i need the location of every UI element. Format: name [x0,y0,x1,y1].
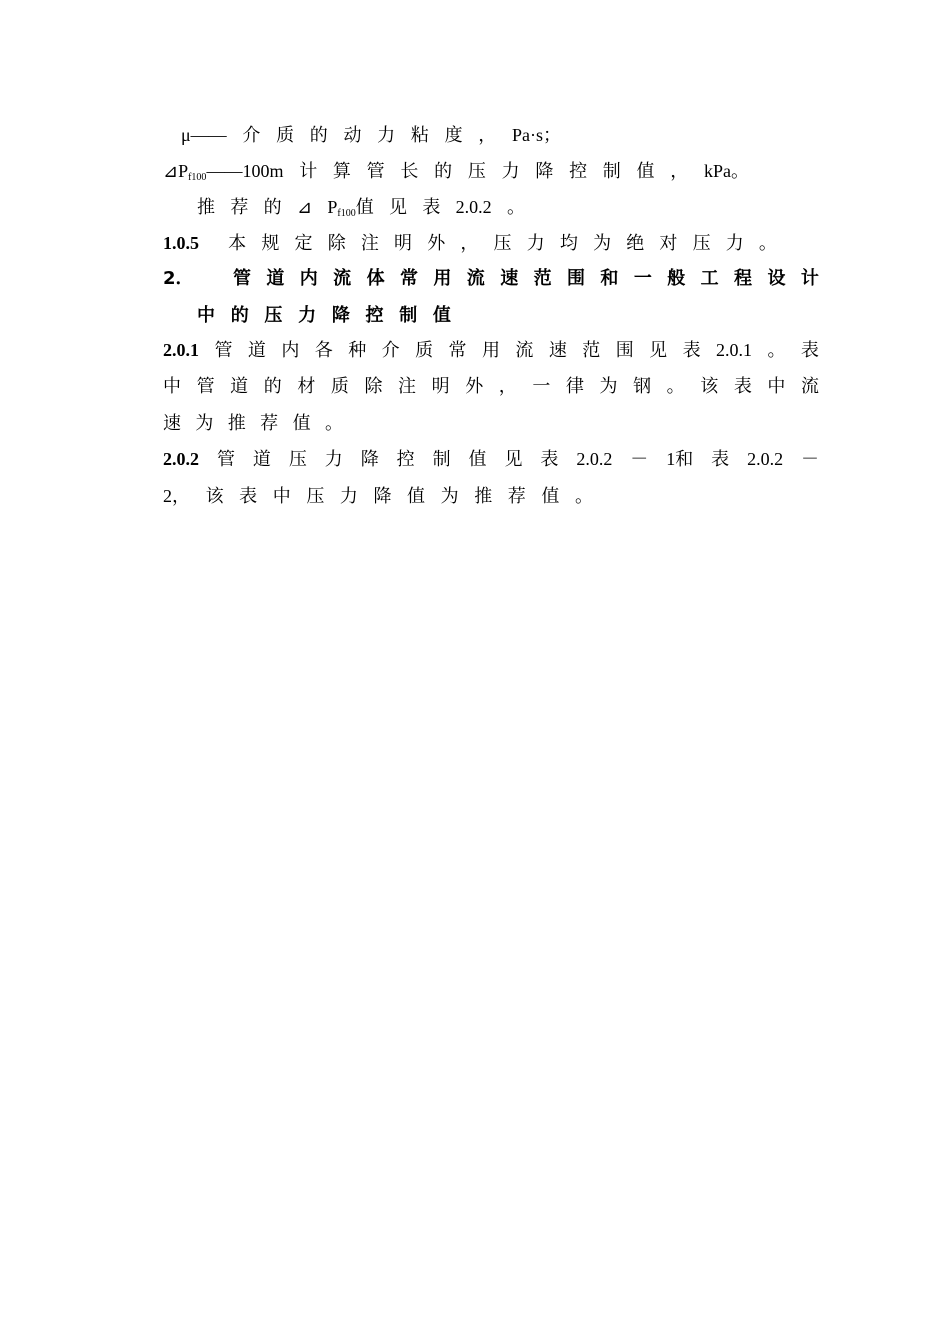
text-char: 。 [574,486,593,507]
text-char: 介 [242,125,261,146]
text-char: 内 [281,340,300,361]
definition-viscosity [181,120,561,150]
text-char: 介 [381,340,400,361]
text-char: 。 [324,413,343,434]
text-char: 速 [500,268,519,289]
text-char: 明 [431,376,450,397]
clause-number: 2.0.1 [163,340,199,360]
text-char: 该 [205,486,224,507]
text-char: 表 [239,486,258,507]
section-number: 2． [163,268,194,289]
text-char: 见 [649,340,668,361]
text-char: 一 [633,268,652,289]
text-char: 见 [389,197,408,218]
clause-2-0-2 [163,444,819,474]
text-char: 流 [466,268,485,289]
text-char: 外 [465,376,484,397]
section-heading [163,264,819,294]
clause-2-0-1-line3 [163,409,343,439]
text-char: 质 [330,376,349,397]
text-char: 长 [400,161,419,182]
text-char: 管 [214,340,233,361]
text-char: 各 [314,340,333,361]
text-char: 降 [360,449,379,470]
text-char: 为 [599,376,618,397]
clause-2-0-2-line2 [163,481,593,511]
text-char: 为 [195,413,214,434]
text-char: 制 [399,305,418,326]
text-char: 钢 [633,376,652,397]
recommended-value-note [197,192,525,222]
text-char: 范 [582,340,601,361]
text-char: 2， [163,486,190,506]
text-char: 道 [252,449,271,470]
text-char: 除 [327,233,346,254]
text-char: 的 [263,197,282,218]
text-char: 动 [343,125,362,146]
text-char: 的 [309,125,328,146]
text-char: 用 [433,268,452,289]
section-heading-cont [197,301,451,331]
text-char: 推 [227,413,246,434]
text-char: 控 [569,161,588,182]
text-char: 范 [533,268,552,289]
text-char: 律 [565,376,584,397]
text-char: 用 [481,340,500,361]
text-char: ， [670,161,689,182]
text-char: 道 [247,340,266,361]
text-char: 本 [228,233,247,254]
text-char: 值 [432,305,451,326]
symbol-mu: μ—— [181,125,227,145]
text-char: 管 [216,449,235,470]
text-char: 值 [292,413,311,434]
text-char: 。 [758,233,777,254]
text-char: 均 [559,233,578,254]
text-char: 推 [474,486,493,507]
text-char: 2.0.2 [576,449,613,469]
text-char: 控 [396,449,415,470]
text-char: 计 [299,161,318,182]
text-char: 内 [299,268,318,289]
text-char: 程 [734,268,753,289]
text-char: 力 [725,233,744,254]
text-char: 管 [232,268,251,289]
text-char: 力 [377,125,396,146]
text-char: 的 [263,376,282,397]
text-char: 种 [348,340,367,361]
text-char: 速 [163,413,181,434]
text-char: 绝 [626,233,645,254]
text-char: 1和 [666,449,694,469]
text-char: 荐 [230,197,249,218]
text-char: 为 [593,233,612,254]
text-char: 值 [407,486,426,507]
text-char: 定 [294,233,313,254]
text-char: 明 [394,233,413,254]
text-char: 计 [800,268,819,289]
clause-number: 2.0.2 [163,449,199,469]
text-char: 降 [373,486,392,507]
unit-label: kPa。 [704,161,749,181]
text-char: 表 [711,449,730,470]
text-char: 。 [767,340,786,361]
symbol-delta: ⊿ [296,197,313,218]
text-char: 表 [540,449,559,470]
text-char: 质 [415,340,434,361]
text-char: 度 [444,125,463,146]
text-char: 常 [448,340,467,361]
text-char: 值 [541,486,560,507]
text-char: 般 [667,268,686,289]
text-char: 。 [666,376,685,397]
text-char: 围 [615,340,634,361]
text-char: 常 [399,268,418,289]
table-ref: 2.0.2 [455,197,492,217]
text-char: 力 [339,486,358,507]
clause-number: 1.0.5 [163,233,199,253]
text-char: 设 [767,268,786,289]
text-char: 推 [197,197,215,218]
unit-label: Pa·s； [511,125,561,145]
text-char: 的 [230,305,249,326]
text-char: 压 [288,449,307,470]
text-char: 中 [272,486,291,507]
text-char: － [801,449,819,470]
text-char: 规 [261,233,280,254]
text-char: 表 [422,197,441,218]
text-char: 工 [700,268,719,289]
text-char: 流 [333,268,352,289]
text-char: 粘 [410,125,429,146]
text-char: 力 [526,233,545,254]
text-char: 注 [398,376,417,397]
text-char: 值 [636,161,655,182]
text-char: 外 [427,233,446,254]
text-char: ， [460,233,479,254]
text-char: 该 [700,376,719,397]
text-char: 注 [360,233,379,254]
text-char: 除 [364,376,383,397]
text-char: 一 [532,376,551,397]
text-char: 为 [440,486,459,507]
definition-pressure-drop [163,156,749,186]
text-char: 值 [468,449,487,470]
text-char: 压 [493,233,512,254]
text-char: 道 [230,376,249,397]
text-char: 见 [504,449,523,470]
text-char: 中 [197,305,215,326]
text-char: 2.0.2 [747,449,784,469]
clause-2-0-1-line2 [163,372,819,402]
text-char: 算 [332,161,351,182]
text-char: 荐 [260,413,279,434]
clause-1-0-5 [163,228,777,258]
text-char: 的 [434,161,453,182]
text-char: 力 [324,449,343,470]
text-char: 制 [432,449,451,470]
text-char: 和 [600,268,619,289]
text-char: 表 [733,376,752,397]
text-char: 流 [515,340,534,361]
text-char: － [630,449,649,470]
text-char: 速 [548,340,567,361]
text-char: ， [478,125,497,146]
text-char: 材 [297,376,316,397]
text-char: 管 [366,161,385,182]
text-char: 围 [567,268,585,289]
text-char: 体 [366,268,385,289]
text-char: 降 [535,161,554,182]
text-char: 管 [196,376,215,397]
punct: 。 [506,197,525,218]
text-char: 控 [365,305,384,326]
text-char: 中 [767,376,786,397]
text-char: 压 [264,305,283,326]
text-char: 荐 [507,486,526,507]
text-char: 力 [298,305,317,326]
symbol-delta-p: $⊿P_{f100}——100m$ [163,161,284,183]
text-char: 表 [800,340,819,361]
text-char: 力 [501,161,520,182]
text-char: 压 [306,486,325,507]
text-char: 道 [266,268,285,289]
text-char: 流 [800,376,819,397]
text-char: ， [498,376,517,397]
text-char: 降 [331,305,350,326]
text-char: 制 [602,161,621,182]
text-char: 压 [467,161,486,182]
text-char: 表 [682,340,701,361]
clause-2-0-1 [163,335,819,365]
text-char: 质 [276,125,295,146]
symbol-p-f100: $P_{f100}$值 [327,197,374,219]
text-char: 对 [659,233,678,254]
text-char: 中 [163,376,181,397]
text-char: 2.0.1 [716,340,752,360]
text-char: 压 [692,233,711,254]
